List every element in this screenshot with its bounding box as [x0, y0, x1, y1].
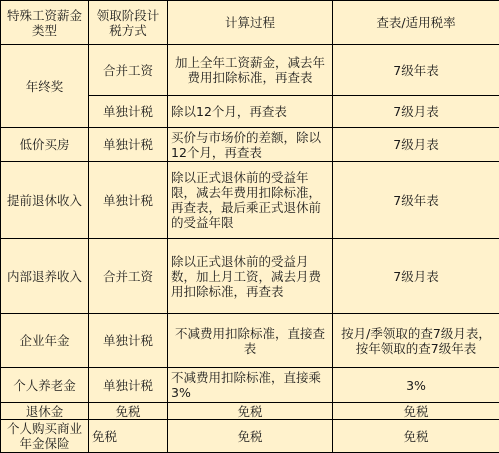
- header-rate: 查表/适用税率: [333, 1, 499, 45]
- cell-rate: 免税: [333, 420, 499, 453]
- cell-method: 单独计税: [89, 96, 168, 128]
- header-method: 领取阶段计税方式: [89, 1, 168, 45]
- cell-process: 加上全年工资薪金，减去年费用扣除标准，再查表: [168, 45, 333, 96]
- cell-rate: 7级年表: [333, 162, 499, 239]
- cell-method: 免税: [89, 420, 168, 453]
- cell-rate: 7级月表: [333, 96, 499, 128]
- table-row: [1, 239, 499, 314]
- cell-type: 个人购买商业年金保险: [1, 420, 89, 453]
- header-row: [1, 1, 499, 45]
- cell-method: 合并工资: [89, 45, 168, 96]
- cell-process: 买价与市场价的差额，除以12个月，再查表: [168, 128, 333, 162]
- cell-rate: 7级年表: [333, 45, 499, 96]
- cell-method: 单独计税: [89, 314, 168, 368]
- table-row: [1, 368, 499, 403]
- cell-type: 个人养老金: [1, 368, 89, 403]
- header-process: 计算过程: [168, 1, 333, 45]
- cell-process: 除以12个月，再查表: [168, 96, 333, 128]
- table-row: [1, 162, 499, 239]
- cell-rate: 7级月表: [333, 128, 499, 162]
- cell-method: 单独计税: [89, 162, 168, 239]
- header-type: 特殊工资薪金类型: [1, 1, 89, 45]
- cell-rate: 7级月表: [333, 239, 499, 314]
- cell-process: 免税: [168, 420, 333, 453]
- cell-type: 提前退休收入: [1, 162, 89, 239]
- table-row: [1, 128, 499, 162]
- cell-process: 不减费用扣除标准，直接查表: [168, 314, 333, 368]
- cell-method: 合并工资: [89, 239, 168, 314]
- cell-process: 不减费用扣除标准，直接乘3%: [168, 368, 333, 403]
- table-row: [1, 314, 499, 368]
- cell-rate: 免税: [333, 403, 499, 420]
- cell-rate: 按月/季领取的查7级月表，按年领取的查7级年表: [333, 314, 499, 368]
- cell-method: 单独计税: [89, 368, 168, 403]
- cell-type: 年终奖: [1, 45, 89, 128]
- cell-process: 除以正式退休前的受益月数，加上月工资，减去月费用扣除标准，再查表: [168, 239, 333, 314]
- cell-type: 低价买房: [1, 128, 89, 162]
- cell-process: 除以正式退休前的受益年限，减去年费用扣除标准，再查表，最后乘正式退休前的受益年限: [168, 162, 333, 239]
- cell-type: 内部退养收入: [1, 239, 89, 314]
- cell-method: 单独计税: [89, 128, 168, 162]
- cell-type: 退休金: [1, 403, 89, 420]
- table-row: [1, 420, 499, 453]
- cell-type: 企业年金: [1, 314, 89, 368]
- cell-process: 免税: [168, 403, 333, 420]
- table-row: [1, 45, 499, 96]
- cell-method: 免税: [89, 403, 168, 420]
- table-row: [1, 403, 499, 420]
- cell-rate: 3%: [333, 368, 499, 403]
